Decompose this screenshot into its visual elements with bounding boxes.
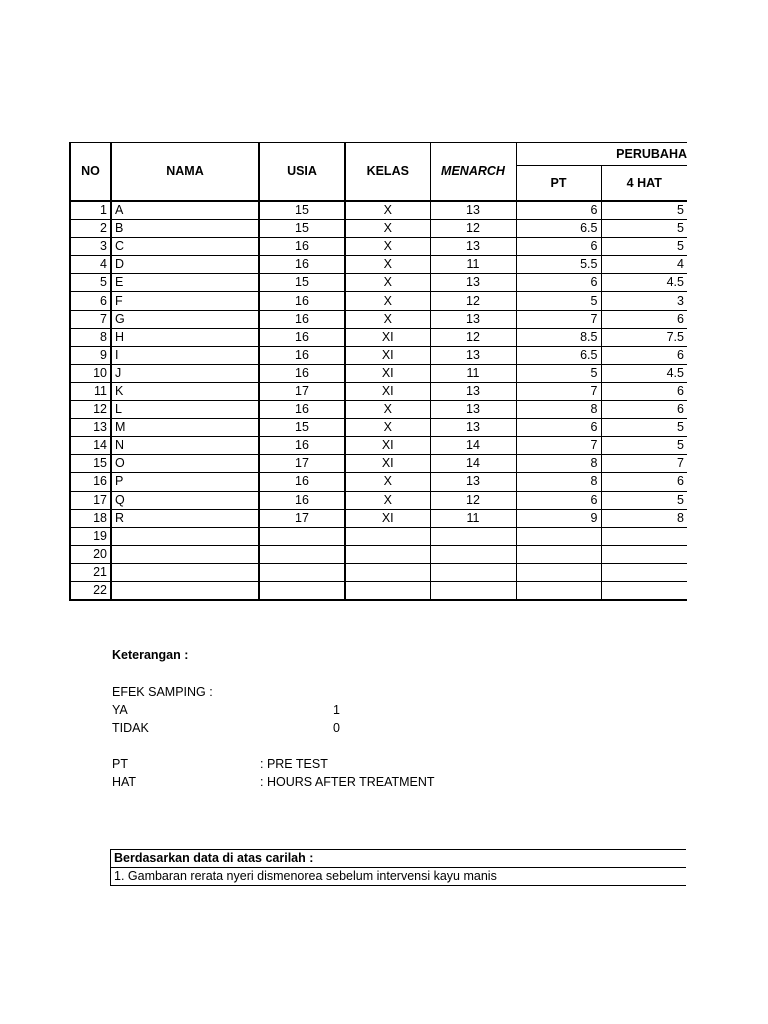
table-row bbox=[70, 473, 687, 491]
cell-pt: 7 bbox=[516, 437, 601, 455]
cell-nama: H bbox=[111, 328, 259, 346]
cell-nama: B bbox=[111, 220, 259, 238]
table-body bbox=[70, 201, 687, 600]
cell-menarch bbox=[430, 581, 516, 600]
cell-menarch: 12 bbox=[430, 328, 516, 346]
cell-nama: I bbox=[111, 346, 259, 364]
table-row bbox=[70, 401, 687, 419]
cell-nama: N bbox=[111, 437, 259, 455]
cell-no: 11 bbox=[70, 382, 111, 400]
table-row bbox=[70, 201, 687, 220]
cell-menarch: 13 bbox=[430, 473, 516, 491]
cell-kelas bbox=[345, 527, 430, 545]
cell-kelas: X bbox=[345, 274, 430, 292]
table-row bbox=[70, 346, 687, 364]
cell-kelas bbox=[345, 545, 430, 563]
cell-kelas: X bbox=[345, 201, 430, 220]
cell-menarch bbox=[430, 545, 516, 563]
task-item-1: 1. Gambaran rerata nyeri dismenorea sebelum intervensi kayu manis bbox=[111, 868, 687, 886]
efek-samping-label: EFEK SAMPING : bbox=[112, 685, 213, 699]
cell-no: 13 bbox=[70, 419, 111, 437]
cell-usia: 17 bbox=[259, 382, 345, 400]
cell-kelas: XI bbox=[345, 455, 430, 473]
cell-nama: E bbox=[111, 274, 259, 292]
cell-no: 7 bbox=[70, 310, 111, 328]
table-row bbox=[70, 455, 687, 473]
cell-usia: 15 bbox=[259, 220, 345, 238]
cell-no: 1 bbox=[70, 201, 111, 220]
cell-nama: C bbox=[111, 238, 259, 256]
cell-menarch: 13 bbox=[430, 201, 516, 220]
cell-usia: 15 bbox=[259, 274, 345, 292]
cell-menarch: 13 bbox=[430, 401, 516, 419]
cell-usia bbox=[259, 545, 345, 563]
cell-usia: 16 bbox=[259, 491, 345, 509]
cell-nama bbox=[111, 563, 259, 581]
cell-menarch: 11 bbox=[430, 509, 516, 527]
cell-no: 12 bbox=[70, 401, 111, 419]
table-row bbox=[70, 274, 687, 292]
cell-no: 9 bbox=[70, 346, 111, 364]
cell-4hat bbox=[601, 563, 687, 581]
cell-nama: J bbox=[111, 364, 259, 382]
cell-nama: O bbox=[111, 455, 259, 473]
cell-usia bbox=[259, 581, 345, 600]
cell-nama: F bbox=[111, 292, 259, 310]
cell-usia: 16 bbox=[259, 292, 345, 310]
cell-kelas: XI bbox=[345, 382, 430, 400]
table-row bbox=[70, 581, 687, 600]
cell-usia: 16 bbox=[259, 310, 345, 328]
cell-kelas: XI bbox=[345, 328, 430, 346]
cell-4hat: 7 bbox=[601, 455, 687, 473]
cell-nama: A bbox=[111, 201, 259, 220]
cell-pt: 9 bbox=[516, 509, 601, 527]
cell-no: 2 bbox=[70, 220, 111, 238]
cell-4hat: 4.5 bbox=[601, 274, 687, 292]
cell-pt: 6 bbox=[516, 238, 601, 256]
cell-nama: D bbox=[111, 256, 259, 274]
cell-4hat: 6 bbox=[601, 401, 687, 419]
table-row bbox=[70, 238, 687, 256]
cell-pt bbox=[516, 563, 601, 581]
cell-usia: 16 bbox=[259, 437, 345, 455]
cell-nama: K bbox=[111, 382, 259, 400]
cell-pt bbox=[516, 527, 601, 545]
table-row bbox=[70, 310, 687, 328]
table-row bbox=[70, 509, 687, 527]
cell-usia bbox=[259, 563, 345, 581]
cell-nama: P bbox=[111, 473, 259, 491]
cell-4hat: 6 bbox=[601, 382, 687, 400]
cell-pt: 8 bbox=[516, 455, 601, 473]
table-row bbox=[70, 437, 687, 455]
cell-pt: 6 bbox=[516, 419, 601, 437]
cell-4hat: 4 bbox=[601, 256, 687, 274]
cell-nama: M bbox=[111, 419, 259, 437]
cell-nama: Q bbox=[111, 491, 259, 509]
cell-menarch: 11 bbox=[430, 256, 516, 274]
header-usia: USIA bbox=[259, 143, 345, 202]
cell-menarch bbox=[430, 527, 516, 545]
header-pt: PT bbox=[516, 166, 601, 202]
cell-usia: 16 bbox=[259, 256, 345, 274]
cell-pt: 7 bbox=[516, 310, 601, 328]
cell-no: 8 bbox=[70, 328, 111, 346]
cell-menarch: 13 bbox=[430, 382, 516, 400]
cell-kelas bbox=[345, 563, 430, 581]
cell-4hat: 8 bbox=[601, 509, 687, 527]
header-menarch: MENARCH bbox=[430, 143, 516, 202]
cell-4hat: 5 bbox=[601, 220, 687, 238]
header-4hat: 4 HAT bbox=[601, 166, 687, 202]
table-row bbox=[70, 256, 687, 274]
cell-usia: 16 bbox=[259, 364, 345, 382]
table-row bbox=[70, 382, 687, 400]
cell-no: 15 bbox=[70, 455, 111, 473]
cell-usia: 16 bbox=[259, 346, 345, 364]
task-box bbox=[110, 849, 686, 886]
cell-4hat bbox=[601, 581, 687, 600]
header-kelas: KELAS bbox=[345, 143, 430, 202]
cell-4hat: 6 bbox=[601, 310, 687, 328]
cell-kelas: X bbox=[345, 310, 430, 328]
cell-usia: 16 bbox=[259, 328, 345, 346]
cell-4hat: 6 bbox=[601, 473, 687, 491]
cell-kelas: XI bbox=[345, 346, 430, 364]
cell-menarch bbox=[430, 563, 516, 581]
cell-kelas: XI bbox=[345, 364, 430, 382]
cell-kelas: X bbox=[345, 419, 430, 437]
cell-menarch: 12 bbox=[430, 292, 516, 310]
cell-4hat: 7.5 bbox=[601, 328, 687, 346]
cell-kelas: XI bbox=[345, 509, 430, 527]
pt-description: : PRE TEST bbox=[260, 757, 328, 771]
task-heading: Berdasarkan data di atas carilah : bbox=[111, 850, 687, 868]
cell-no: 5 bbox=[70, 274, 111, 292]
cell-no: 22 bbox=[70, 581, 111, 600]
cell-pt: 8 bbox=[516, 473, 601, 491]
cell-nama bbox=[111, 545, 259, 563]
header-no: NO bbox=[70, 143, 111, 202]
cell-pt bbox=[516, 581, 601, 600]
data-table bbox=[69, 142, 687, 601]
cell-menarch: 13 bbox=[430, 238, 516, 256]
cell-no: 10 bbox=[70, 364, 111, 382]
cell-4hat: 4.5 bbox=[601, 364, 687, 382]
cell-menarch: 13 bbox=[430, 310, 516, 328]
cell-pt: 7 bbox=[516, 382, 601, 400]
cell-pt: 5 bbox=[516, 364, 601, 382]
cell-kelas: X bbox=[345, 220, 430, 238]
table-row bbox=[70, 328, 687, 346]
table-row bbox=[70, 220, 687, 238]
header-nama: NAMA bbox=[111, 143, 259, 202]
ya-value: 1 bbox=[333, 703, 340, 717]
cell-pt: 5 bbox=[516, 292, 601, 310]
cell-menarch: 12 bbox=[430, 491, 516, 509]
cell-4hat: 6 bbox=[601, 346, 687, 364]
cell-menarch: 13 bbox=[430, 346, 516, 364]
cell-4hat: 5 bbox=[601, 491, 687, 509]
cell-kelas: X bbox=[345, 491, 430, 509]
cell-usia: 17 bbox=[259, 509, 345, 527]
cell-4hat: 5 bbox=[601, 201, 687, 220]
cell-usia: 15 bbox=[259, 201, 345, 220]
cell-pt bbox=[516, 545, 601, 563]
cell-kelas: X bbox=[345, 292, 430, 310]
cell-pt: 8.5 bbox=[516, 328, 601, 346]
cell-pt: 6.5 bbox=[516, 220, 601, 238]
table-row bbox=[70, 545, 687, 563]
table-row bbox=[70, 491, 687, 509]
cell-4hat: 5 bbox=[601, 419, 687, 437]
cell-4hat: 5 bbox=[601, 238, 687, 256]
cell-pt: 8 bbox=[516, 401, 601, 419]
cell-nama bbox=[111, 581, 259, 600]
cell-kelas bbox=[345, 581, 430, 600]
cell-kelas: X bbox=[345, 473, 430, 491]
hat-label: HAT bbox=[112, 775, 137, 789]
cell-4hat bbox=[601, 545, 687, 563]
cell-menarch: 13 bbox=[430, 274, 516, 292]
cell-no: 17 bbox=[70, 491, 111, 509]
cell-usia: 16 bbox=[259, 238, 345, 256]
ya-label: YA bbox=[112, 703, 128, 717]
cell-nama bbox=[111, 527, 259, 545]
cell-no: 16 bbox=[70, 473, 111, 491]
cell-menarch: 13 bbox=[430, 419, 516, 437]
cell-kelas: X bbox=[345, 401, 430, 419]
cell-usia: 16 bbox=[259, 473, 345, 491]
cell-no: 3 bbox=[70, 238, 111, 256]
cell-nama: G bbox=[111, 310, 259, 328]
cell-kelas: X bbox=[345, 256, 430, 274]
table-row bbox=[70, 563, 687, 581]
cell-no: 21 bbox=[70, 563, 111, 581]
cell-menarch: 14 bbox=[430, 437, 516, 455]
table-row bbox=[70, 419, 687, 437]
hat-description: : HOURS AFTER TREATMENT bbox=[260, 775, 435, 789]
table-row bbox=[70, 364, 687, 382]
cell-no: 14 bbox=[70, 437, 111, 455]
cell-usia: 15 bbox=[259, 419, 345, 437]
cell-no: 18 bbox=[70, 509, 111, 527]
table-row bbox=[70, 527, 687, 545]
cell-no: 6 bbox=[70, 292, 111, 310]
cell-4hat bbox=[601, 527, 687, 545]
cell-pt: 5.5 bbox=[516, 256, 601, 274]
cell-usia bbox=[259, 527, 345, 545]
cell-menarch: 12 bbox=[430, 220, 516, 238]
cell-menarch: 11 bbox=[430, 364, 516, 382]
keterangan-label: Keterangan : bbox=[112, 648, 189, 662]
cell-usia: 16 bbox=[259, 401, 345, 419]
cell-4hat: 3 bbox=[601, 292, 687, 310]
pt-label: PT bbox=[112, 757, 128, 771]
cell-pt: 6 bbox=[516, 201, 601, 220]
cell-nama: R bbox=[111, 509, 259, 527]
cell-kelas: XI bbox=[345, 437, 430, 455]
cell-no: 20 bbox=[70, 545, 111, 563]
cell-no: 4 bbox=[70, 256, 111, 274]
tidak-label: TIDAK bbox=[112, 721, 149, 735]
cell-kelas: X bbox=[345, 238, 430, 256]
cell-menarch: 14 bbox=[430, 455, 516, 473]
tidak-value: 0 bbox=[333, 721, 340, 735]
cell-no: 19 bbox=[70, 527, 111, 545]
cell-pt: 6.5 bbox=[516, 346, 601, 364]
table-row bbox=[70, 292, 687, 310]
cell-4hat: 5 bbox=[601, 437, 687, 455]
cell-usia: 17 bbox=[259, 455, 345, 473]
cell-pt: 6 bbox=[516, 274, 601, 292]
header-perubahan-group: PERUBAHA bbox=[516, 143, 687, 166]
cell-nama: L bbox=[111, 401, 259, 419]
cell-pt: 6 bbox=[516, 491, 601, 509]
